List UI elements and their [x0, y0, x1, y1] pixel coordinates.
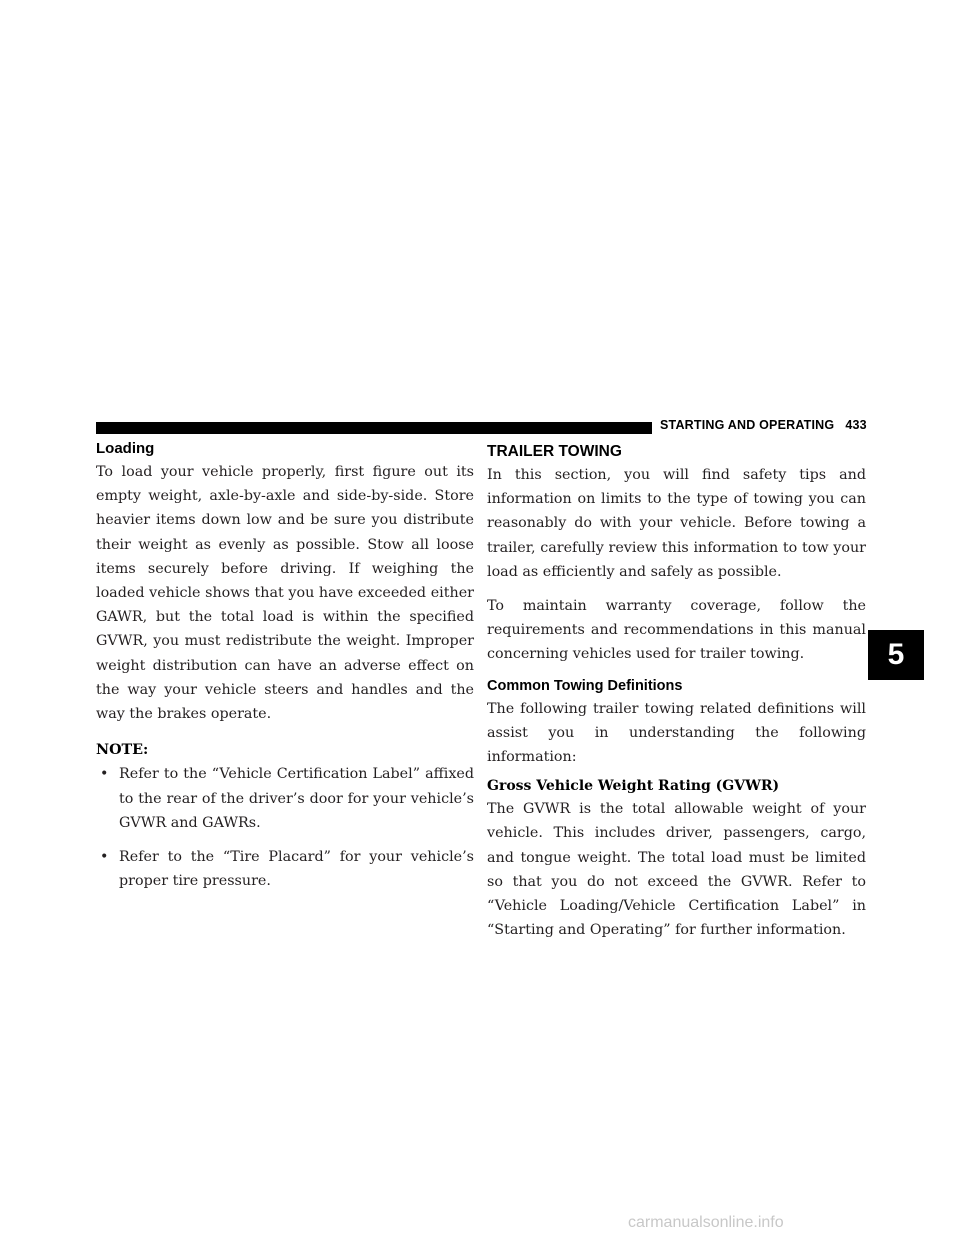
- note-bullet-list: [96, 762, 474, 893]
- gvwr-paragraph: The GVWR is the total allowable weight of your vehicle. This includes driver, passengers, cargo, and tongue weight. The total load must be limited so that you do not exceed the GVWR. Refer to “Vehicle Loading/Vehicle Certification Label” in “Starting and Operating” for further information.: [487, 801, 866, 939]
- page-number: 433: [845, 418, 867, 432]
- list-item: [96, 845, 474, 893]
- running-header: [660, 418, 867, 432]
- section-title: STARTING AND OPERATING: [660, 418, 835, 432]
- left-column: [96, 438, 474, 893]
- bullet-text: Refer to the “Vehicle Certification Label” affixed to the rear of the driver’s door for your vehicle’s GVWR and GAWRs.: [119, 766, 474, 831]
- chapter-tab: 5: [868, 630, 924, 680]
- warranty-paragraph: To maintain warranty coverage, follow the requirements and recommendations in this manual concerning vehicles used for trailer towing.: [487, 598, 866, 663]
- loading-paragraph: To load your vehicle properly, first figure out its empty weight, axle-by-axle and side-by-side. Store heavier items down low and be sure you distribute their weight as evenly as possible. Stow all loose items securely before driving. If weighing the loaded vehicle shows that you have exceeded either GAWR, but the total load is within the specified GVWR, you must redistribute the weight. Improper weight distribution can have an adverse effect on the way your vehicle steers and handles and the way the brakes operate.: [96, 464, 474, 723]
- bullet-text: Refer to the “Tire Placard” for your vehicle’s proper tire pressure.: [119, 849, 474, 890]
- loading-heading: Loading: [96, 440, 155, 457]
- bullet-icon: •: [100, 766, 109, 783]
- note-label: NOTE:: [96, 742, 149, 759]
- header-rule: [96, 422, 652, 434]
- gvwr-heading: Gross Vehicle Weight Rating (GVWR): [487, 778, 780, 795]
- towing-definitions-heading: Common Towing Definitions: [487, 677, 683, 694]
- watermark-text: carmanualsonline.info: [628, 1214, 784, 1231]
- trailer-intro-paragraph: In this section, you will find safety tips and information on limits to the type of towing you can reasonably do with your vehicle. Before towing a trailer, carefully review this information to tow your load as efficiently and safely as possible.: [487, 467, 866, 580]
- bullet-icon: •: [100, 849, 109, 866]
- trailer-towing-heading: TRAILER TOWING: [487, 443, 622, 460]
- definitions-intro-paragraph: The following trailer towing related definitions will assist you in understanding the following information:: [487, 700, 866, 766]
- list-item: [96, 762, 474, 835]
- right-column: [487, 438, 866, 942]
